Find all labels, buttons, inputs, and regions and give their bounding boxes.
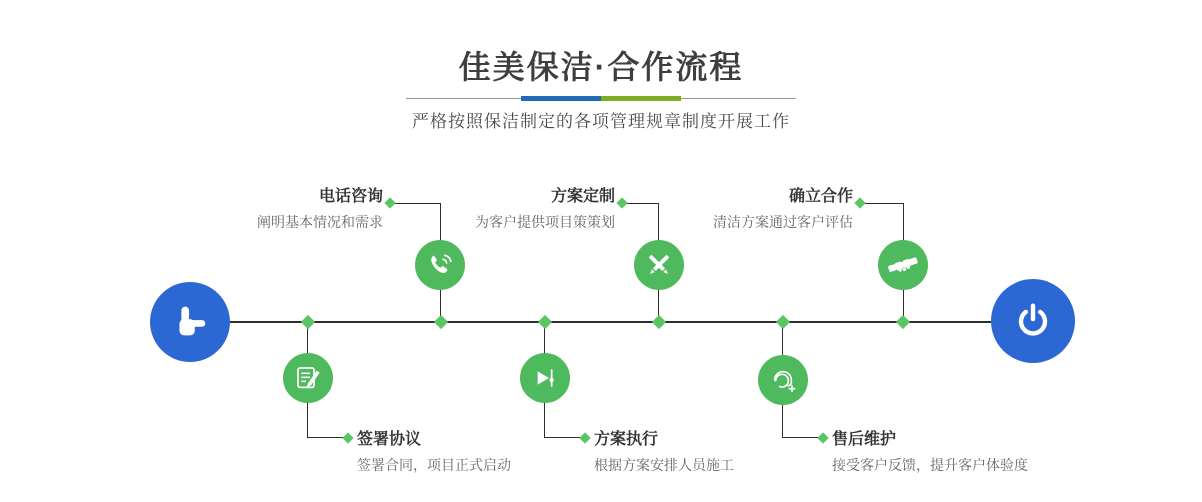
page-title: 佳美保洁·合作流程 (458, 49, 744, 85)
label-diamond (854, 197, 865, 208)
label-diamond (384, 197, 395, 208)
step-label-plan (475, 187, 615, 231)
step-label-cooperate (713, 187, 853, 231)
label-diamond (616, 197, 627, 208)
divider-green-segment (601, 96, 681, 101)
step-node-execute (520, 353, 570, 403)
connector-line (622, 203, 659, 204)
step-node-plan (634, 240, 684, 290)
phone-icon (424, 249, 456, 281)
crossed-pens-icon (643, 249, 675, 281)
play-execute-icon (529, 362, 561, 394)
step-label-aftersale (832, 430, 1028, 474)
step-desc: 阐明基本情况和需求 (257, 214, 383, 231)
timeline-diamond (776, 315, 790, 329)
step-node-phone (415, 240, 465, 290)
step-label-phone (257, 187, 383, 231)
step-title: 售后维护 (832, 431, 897, 448)
step-node-contract (283, 353, 333, 403)
contract-pen-icon (292, 362, 324, 394)
support-headset-icon (767, 364, 799, 396)
step-label-contract (357, 430, 511, 474)
step-desc: 为客户提供项目策策划 (475, 214, 615, 231)
step-label-execute (594, 430, 734, 474)
page-subtitle: 严格按照保洁制定的各项管理规章制度开展工作 (412, 112, 790, 131)
power-icon (1010, 298, 1056, 344)
timeline-diamond (538, 315, 552, 329)
step-desc: 清洁方案通过客户评估 (713, 214, 853, 231)
handshake-icon (886, 248, 920, 282)
step-desc: 签署合同，项目正式启动 (357, 457, 511, 474)
step-title: 电话咨询 (318, 188, 383, 205)
connector-line (390, 203, 441, 204)
timeline-line (230, 321, 991, 323)
start-node (150, 282, 230, 362)
step-title: 确立合作 (788, 188, 853, 205)
step-desc: 接受客户反馈，提升客户体验度 (832, 457, 1028, 474)
step-title: 签署协议 (357, 431, 422, 448)
timeline-diamond (301, 315, 315, 329)
timeline-diamond (434, 315, 448, 329)
title-divider (406, 96, 796, 102)
step-title: 方案执行 (594, 431, 659, 448)
pointing-hand-icon (167, 299, 213, 345)
timeline-diamond (652, 315, 666, 329)
end-node (991, 279, 1075, 363)
connector-line (860, 203, 904, 204)
step-desc: 根据方案安排人员施工 (594, 457, 734, 474)
label-diamond (342, 432, 353, 443)
divider-blue-segment (521, 96, 601, 101)
timeline-diamond (896, 315, 910, 329)
step-node-aftersale (758, 355, 808, 405)
label-diamond (817, 432, 828, 443)
label-diamond (579, 432, 590, 443)
step-title: 方案定制 (550, 188, 615, 205)
step-node-handshake (878, 240, 928, 290)
